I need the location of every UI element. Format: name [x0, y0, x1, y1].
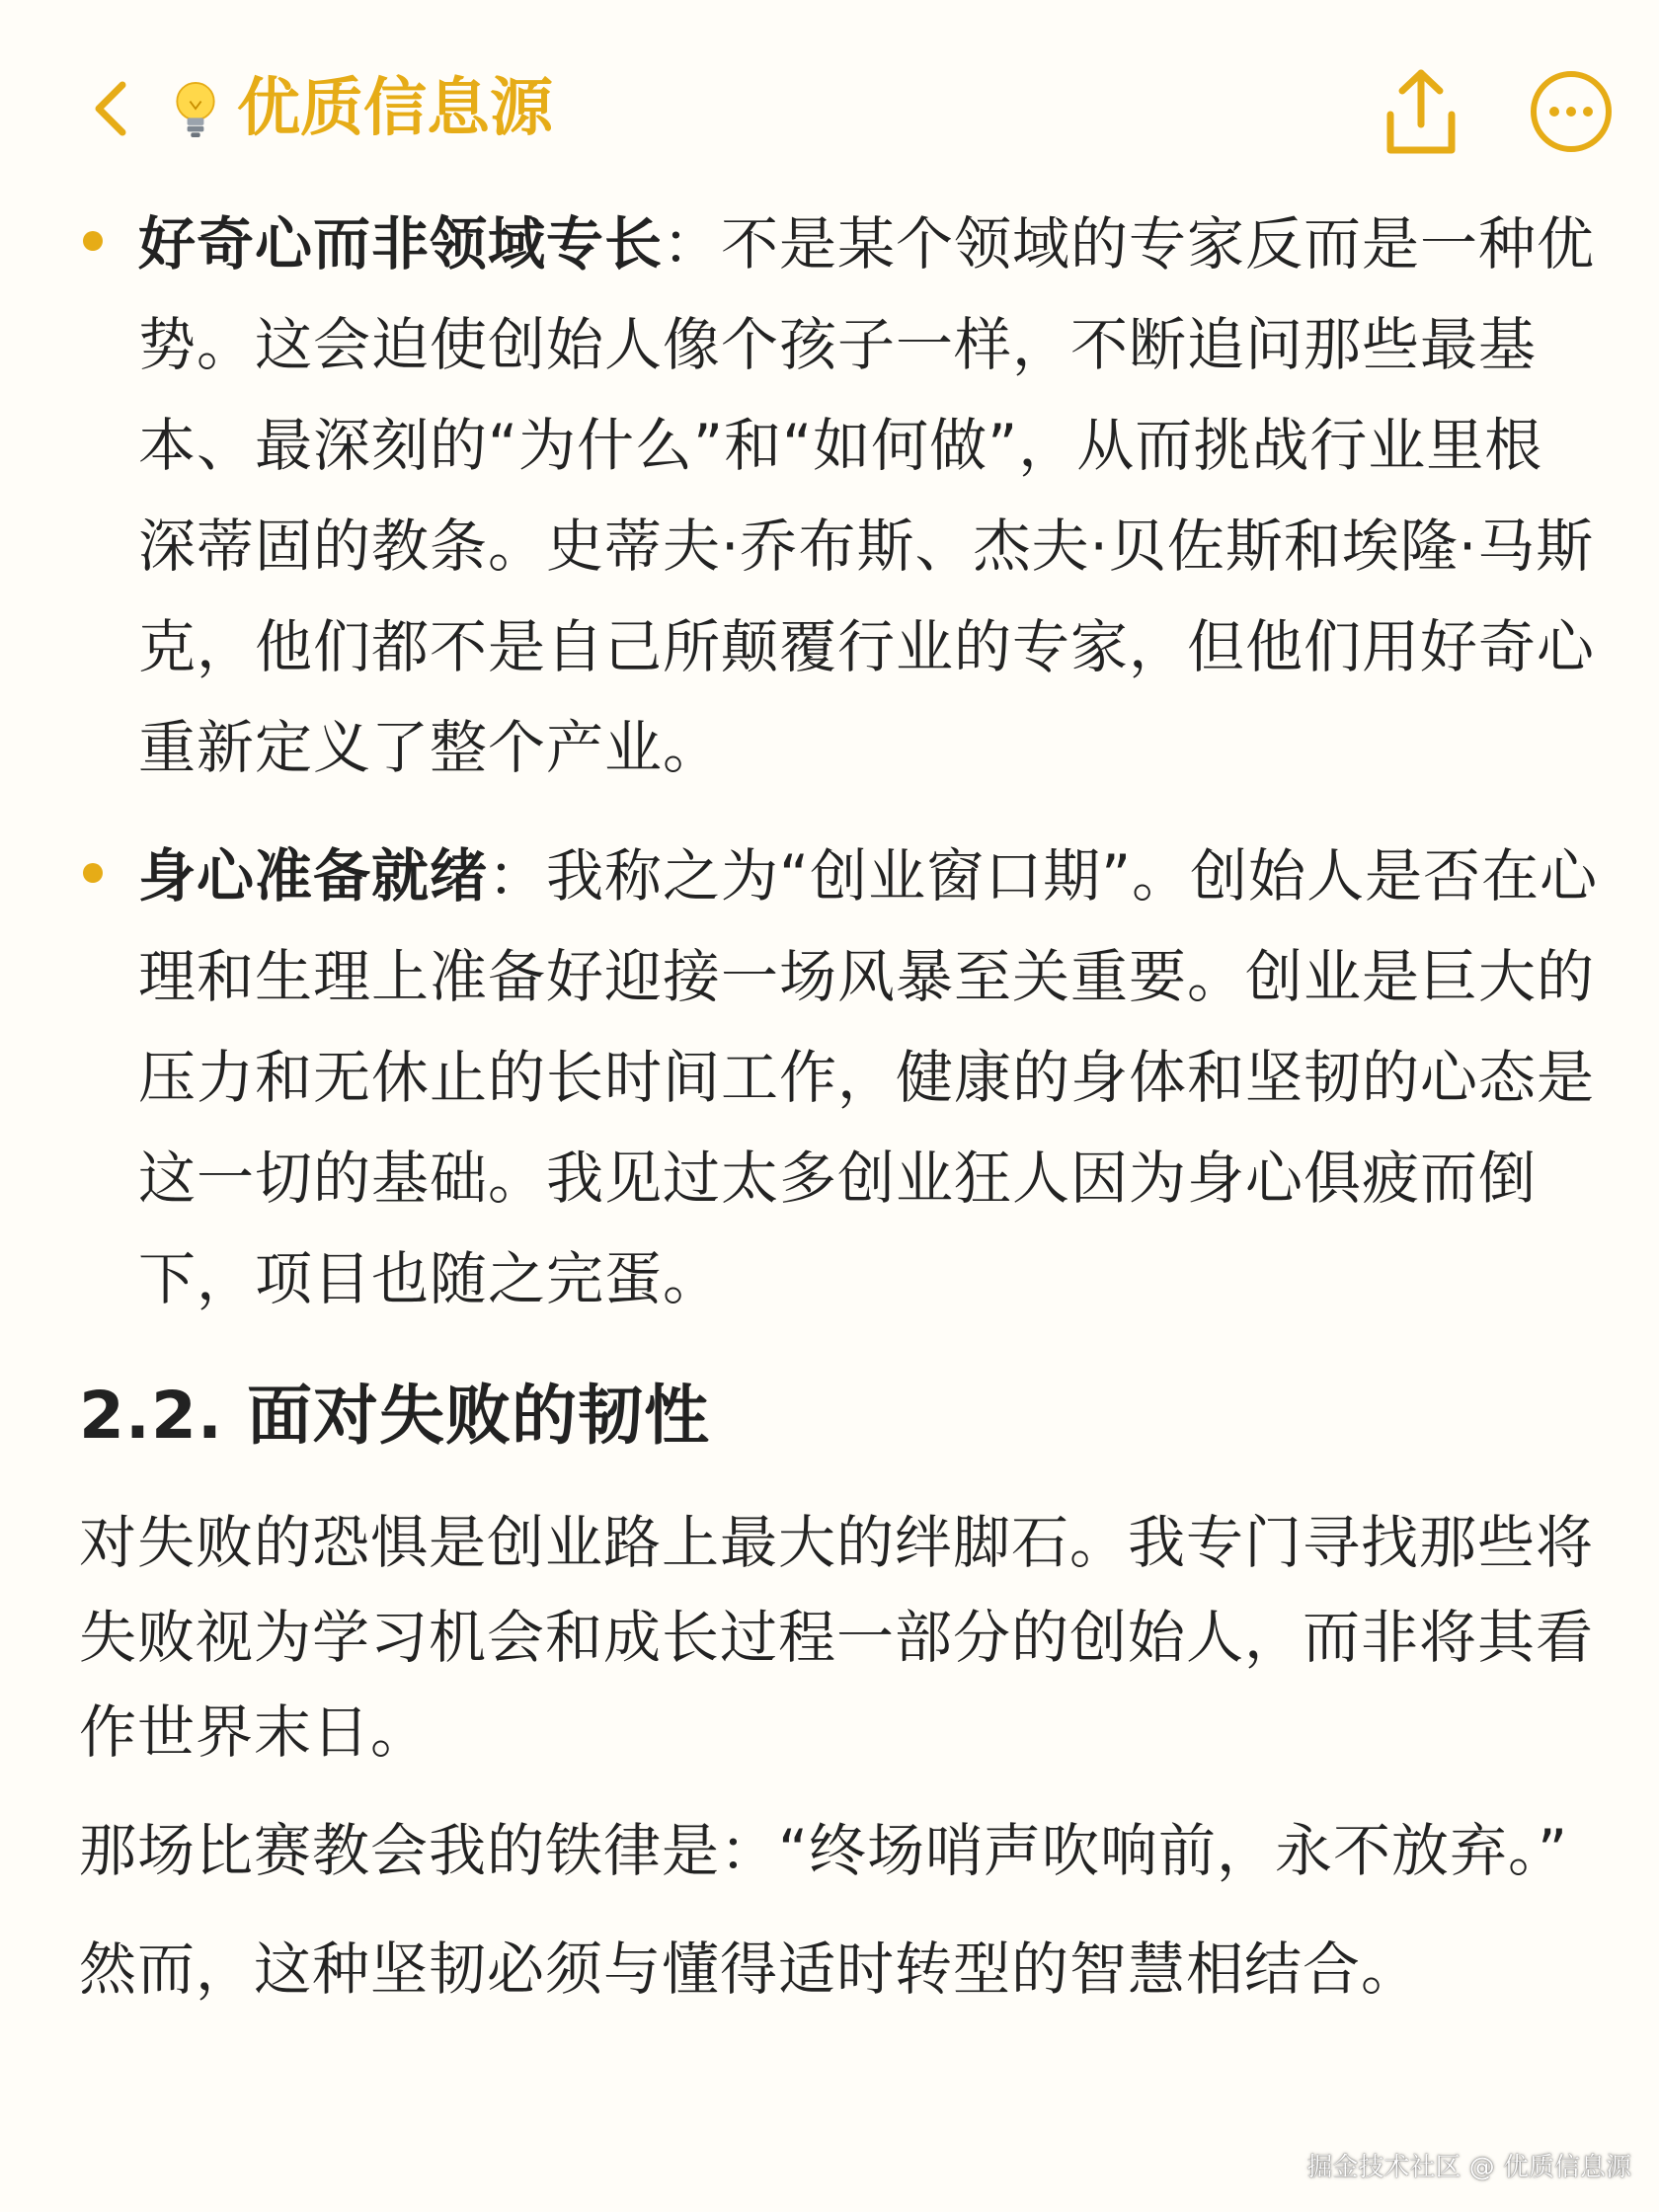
bullet-dot	[83, 231, 103, 251]
back-button[interactable]	[81, 69, 140, 148]
folder-title[interactable]: 优质信息源	[237, 72, 553, 145]
bullet-term: 好奇心而非领域专长	[138, 210, 664, 277]
bullet-item-readiness	[79, 826, 1600, 1329]
paragraph: 那场比赛教会我的铁律是：“终场哨声吹响前，永不放弃。”	[79, 1817, 1569, 1884]
share-icon	[1377, 65, 1465, 160]
more-options-button[interactable]	[1529, 69, 1614, 154]
watermark: 掘金技术社区 @ 优质信息源	[1306, 2153, 1631, 2182]
note-body[interactable]	[79, 194, 1600, 2040]
section-heading: 2.2. 面对失败的韧性	[79, 1378, 710, 1454]
bullet-term: 身心准备就绪	[138, 842, 489, 909]
bullet-item-curiosity	[79, 194, 1600, 798]
bullet-dot	[83, 863, 103, 883]
lightbulb-icon	[166, 75, 225, 144]
chevron-left-icon	[87, 77, 134, 140]
top-navigation-bar	[0, 0, 1659, 198]
paragraph: 对失败的恐惧是创业路上最大的绊脚石。我专门寻找那些将失败视为学习机会和成长过程一部分的创始人，而非将其看作世界末日。	[79, 1509, 1595, 1766]
more-icon	[1529, 69, 1614, 154]
share-button[interactable]	[1377, 65, 1465, 160]
bullet-text: ：我称之为“创业窗口期”。创始人是否在心理和生理上准备好迎接一场风暴至关重要。创业是巨大的压力和无休止的长时间工作，健康的身体和坚韧的心态是这一切的基础。我见过太多创业狂人因为身心俱疲而倒下，项目也随之完蛋。	[138, 842, 1599, 1312]
paragraph: 然而，这种坚韧必须与懂得适时转型的智慧相结合。	[79, 1936, 1420, 2003]
bullet-text: ：不是某个领域的专家反而是一种优势。这会迫使创始人像个孩子一样，不断追问那些最基本、最深刻的“为什么”和“如何做”，从而挑战行业里根深蒂固的教条。史蒂夫·乔布斯、杰夫·贝佐斯和埃隆·马斯克，他们都不是自己所颠覆行业的专家，但他们用好奇心重新定义了整个产业。	[138, 210, 1596, 781]
